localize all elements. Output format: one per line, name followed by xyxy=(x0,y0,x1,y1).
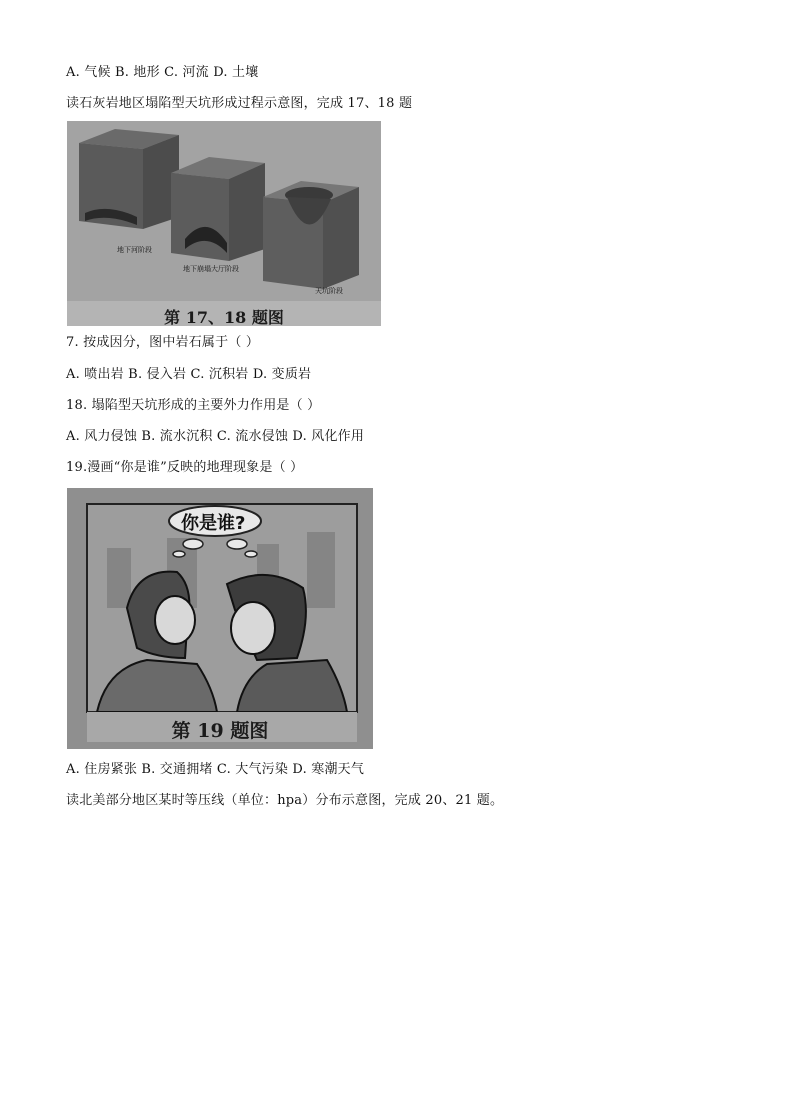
stage-label-hall: 地下崩塌大厅阶段 xyxy=(183,265,239,273)
q18-question: 18. 塌陷型天坑形成的主要外力作用是（ ） xyxy=(66,398,321,413)
q20-21-intro: 读北美部分地区某时等压线（单位：hpa）分布示意图，完成 20、21 题。 xyxy=(66,793,504,808)
q7-options: A. 喷出岩 B. 侵入岩 C. 沉积岩 D. 变质岩 xyxy=(66,367,312,382)
q17-18-intro: 读石灰岩地区塌陷型天坑形成过程示意图，完成 17、18 题 xyxy=(66,96,413,111)
q19-question: 19.漫画“你是谁”反映的地理现象是（ ） xyxy=(66,460,304,475)
q7-question: 7. 按成因分，图中岩石属于（ ） xyxy=(66,335,260,350)
sinkhole-figure xyxy=(67,121,381,326)
stage-label-sinkhole: 天坑阶段 xyxy=(315,287,343,295)
q16-options: A. 气候 B. 地形 C. 河流 D. 土壤 xyxy=(66,65,259,80)
smog-cartoon-figure xyxy=(67,488,373,749)
stage-label-river: 地下河阶段 xyxy=(117,246,152,254)
figure1-caption: 第 17、18 题图 xyxy=(164,308,284,326)
speech-bubble-text: 你是谁? xyxy=(181,513,246,534)
q18-options: A. 风力侵蚀 B. 流水沉积 C. 流水侵蚀 D. 风化作用 xyxy=(66,429,365,444)
figure2-caption: 第 19 题图 xyxy=(171,720,269,742)
q19-options: A. 住房紧张 B. 交通拥堵 C. 大气污染 D. 寒潮天气 xyxy=(66,762,365,777)
